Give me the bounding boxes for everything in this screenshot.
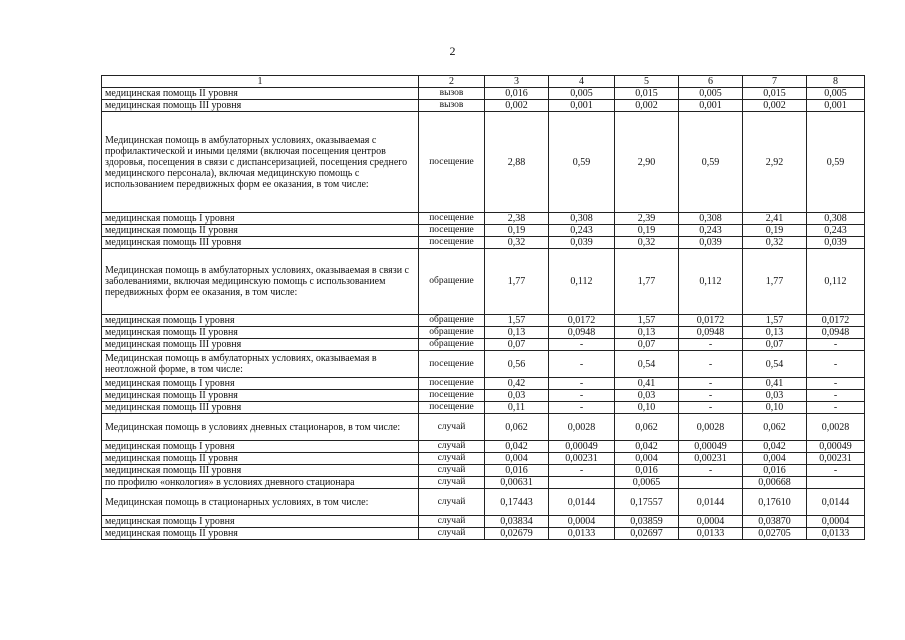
table-row xyxy=(102,390,865,402)
row-value: 1,57 xyxy=(743,315,807,327)
table-row xyxy=(102,414,865,441)
row-value: 0,112 xyxy=(549,249,615,315)
table-row xyxy=(102,88,865,100)
row-value: 0,00631 xyxy=(485,477,549,489)
row-value: 0,308 xyxy=(679,213,743,225)
row-value: 0,0133 xyxy=(679,528,743,540)
row-value: 0,0028 xyxy=(549,414,615,441)
row-value: 0,0028 xyxy=(807,414,865,441)
column-header: 2 xyxy=(419,76,485,88)
row-value: - xyxy=(679,402,743,414)
row-value: 0,17443 xyxy=(485,489,549,516)
row-label: медицинская помощь I уровня xyxy=(102,516,419,528)
row-value: 0,243 xyxy=(549,225,615,237)
row-value: 0,001 xyxy=(807,100,865,112)
row-unit: посещение xyxy=(419,213,485,225)
row-unit: случай xyxy=(419,414,485,441)
row-value: 0,0172 xyxy=(679,315,743,327)
row-value: 0,005 xyxy=(807,88,865,100)
row-value: 0,07 xyxy=(485,339,549,351)
row-unit: посещение xyxy=(419,378,485,390)
row-value: 0,112 xyxy=(679,249,743,315)
table-row xyxy=(102,327,865,339)
table-row xyxy=(102,112,865,213)
row-value: 0,0172 xyxy=(549,315,615,327)
row-value xyxy=(549,477,615,489)
row-value: 0,0133 xyxy=(807,528,865,540)
row-value: 0,13 xyxy=(485,327,549,339)
table-row xyxy=(102,378,865,390)
row-value: - xyxy=(679,378,743,390)
row-unit: случай xyxy=(419,477,485,489)
row-value: 0,02679 xyxy=(485,528,549,540)
row-value: 0,0004 xyxy=(679,516,743,528)
row-value: 0,13 xyxy=(615,327,679,339)
column-header: 5 xyxy=(615,76,679,88)
row-value: 0,001 xyxy=(549,100,615,112)
row-value: 0,00231 xyxy=(679,453,743,465)
row-value: 0,41 xyxy=(615,378,679,390)
row-value: 0,0172 xyxy=(807,315,865,327)
row-value: 0,062 xyxy=(743,414,807,441)
row-value: - xyxy=(549,378,615,390)
row-unit: обращение xyxy=(419,249,485,315)
row-value: 2,90 xyxy=(615,112,679,213)
row-value: 0,004 xyxy=(615,453,679,465)
row-value: 2,41 xyxy=(743,213,807,225)
row-value: - xyxy=(549,390,615,402)
row-value: 0,002 xyxy=(615,100,679,112)
row-value: 0,02697 xyxy=(615,528,679,540)
row-label: медицинская помощь II уровня xyxy=(102,390,419,402)
row-value: 1,77 xyxy=(743,249,807,315)
row-value: 0,0144 xyxy=(807,489,865,516)
row-label: медицинская помощь III уровня xyxy=(102,402,419,414)
row-label: медицинская помощь II уровня xyxy=(102,225,419,237)
row-unit: случай xyxy=(419,441,485,453)
row-value: 0,17557 xyxy=(615,489,679,516)
row-value: 0,001 xyxy=(679,100,743,112)
table-row xyxy=(102,489,865,516)
row-value: 0,0948 xyxy=(549,327,615,339)
row-value: 0,062 xyxy=(485,414,549,441)
row-value: 0,19 xyxy=(743,225,807,237)
row-label: медицинская помощь I уровня xyxy=(102,213,419,225)
row-value: 2,88 xyxy=(485,112,549,213)
row-value: 0,042 xyxy=(615,441,679,453)
row-value xyxy=(807,477,865,489)
row-value: - xyxy=(549,339,615,351)
row-value: 0,308 xyxy=(807,213,865,225)
row-value: - xyxy=(807,339,865,351)
row-label: Медицинская помощь в амбулаторных условиях, оказываемая в связи с заболеваниями, включая медицинскую помощь с использованием передвижных форм ее оказания, в том числе: xyxy=(102,249,419,315)
row-value: 0,0004 xyxy=(549,516,615,528)
table-row xyxy=(102,441,865,453)
row-value: 0,32 xyxy=(485,237,549,249)
row-value: 0,11 xyxy=(485,402,549,414)
row-value: 0,10 xyxy=(615,402,679,414)
volume-norms-table xyxy=(101,75,865,540)
row-unit: обращение xyxy=(419,339,485,351)
row-value: - xyxy=(807,378,865,390)
row-value: 0,016 xyxy=(743,465,807,477)
row-value: 0,062 xyxy=(615,414,679,441)
table-row xyxy=(102,339,865,351)
table-row xyxy=(102,315,865,327)
row-value: 0,00231 xyxy=(549,453,615,465)
row-label: медицинская помощь II уровня xyxy=(102,327,419,339)
row-value: 0,56 xyxy=(485,351,549,378)
row-label: медицинская помощь I уровня xyxy=(102,378,419,390)
row-label: Медицинская помощь в амбулаторных условиях, оказываемая с профилактической и иными целями (включая посещения центров здоровья, посещения в связи с диспансеризацией, посещения среднего медицинского персонала), включая медицинскую помощь с использованием передвижных форм ее оказания, в том числе: xyxy=(102,112,419,213)
row-value: - xyxy=(549,465,615,477)
row-value: 0,00668 xyxy=(743,477,807,489)
row-value: 0,00049 xyxy=(679,441,743,453)
row-unit: случай xyxy=(419,489,485,516)
row-value: 2,92 xyxy=(743,112,807,213)
row-value: 0,042 xyxy=(743,441,807,453)
row-value: 0,039 xyxy=(679,237,743,249)
column-header: 3 xyxy=(485,76,549,88)
row-value: - xyxy=(679,465,743,477)
row-value: 0,002 xyxy=(485,100,549,112)
row-label: Медицинская помощь в амбулаторных условиях, оказываемая в неотложной форме, в том числе: xyxy=(102,351,419,378)
row-unit: случай xyxy=(419,528,485,540)
row-unit: случай xyxy=(419,516,485,528)
row-value: 0,112 xyxy=(807,249,865,315)
row-label: медицинская помощь III уровня xyxy=(102,465,419,477)
row-value: - xyxy=(807,465,865,477)
row-unit: посещение xyxy=(419,390,485,402)
row-value: 0,243 xyxy=(679,225,743,237)
row-value: 0,59 xyxy=(807,112,865,213)
row-value: 0,32 xyxy=(615,237,679,249)
table-header-row xyxy=(102,76,865,88)
row-value: 0,03 xyxy=(743,390,807,402)
row-value: 1,77 xyxy=(485,249,549,315)
row-label: медицинская помощь III уровня xyxy=(102,237,419,249)
row-value: - xyxy=(807,402,865,414)
row-value: - xyxy=(679,390,743,402)
row-value: 2,38 xyxy=(485,213,549,225)
row-value: 0,19 xyxy=(615,225,679,237)
row-value: 0,19 xyxy=(485,225,549,237)
table-row xyxy=(102,402,865,414)
row-value: 0,07 xyxy=(615,339,679,351)
column-header: 7 xyxy=(743,76,807,88)
row-label: Медицинская помощь в условиях дневных стационаров, в том числе: xyxy=(102,414,419,441)
row-unit: вызов xyxy=(419,88,485,100)
row-value: 1,57 xyxy=(615,315,679,327)
row-value: 0,0028 xyxy=(679,414,743,441)
table-row xyxy=(102,351,865,378)
row-value: 0,13 xyxy=(743,327,807,339)
row-label: по профилю «онкология» в условиях дневного стационара xyxy=(102,477,419,489)
row-value: 0,07 xyxy=(743,339,807,351)
row-unit: посещение xyxy=(419,237,485,249)
row-value: 0,0133 xyxy=(549,528,615,540)
table-row xyxy=(102,225,865,237)
row-unit: посещение xyxy=(419,225,485,237)
row-value: - xyxy=(549,402,615,414)
table-row xyxy=(102,249,865,315)
row-value: 0,32 xyxy=(743,237,807,249)
row-value: 0,03 xyxy=(615,390,679,402)
column-header: 6 xyxy=(679,76,743,88)
row-label: медицинская помощь III уровня xyxy=(102,100,419,112)
row-value: 0,59 xyxy=(549,112,615,213)
table-row xyxy=(102,477,865,489)
table-row xyxy=(102,213,865,225)
row-value: 0,0948 xyxy=(807,327,865,339)
row-unit: обращение xyxy=(419,315,485,327)
row-value: - xyxy=(679,339,743,351)
row-value: 0,005 xyxy=(679,88,743,100)
row-value: 0,03834 xyxy=(485,516,549,528)
table-row xyxy=(102,528,865,540)
row-value: 0,10 xyxy=(743,402,807,414)
row-value: 0,0948 xyxy=(679,327,743,339)
row-label: медицинская помощь III уровня xyxy=(102,339,419,351)
row-value: 0,00049 xyxy=(549,441,615,453)
table-row xyxy=(102,465,865,477)
row-label: медицинская помощь I уровня xyxy=(102,315,419,327)
row-value: 0,54 xyxy=(743,351,807,378)
row-label: медицинская помощь II уровня xyxy=(102,453,419,465)
row-value: 0,004 xyxy=(485,453,549,465)
row-value: 0,00049 xyxy=(807,441,865,453)
row-value: 0,42 xyxy=(485,378,549,390)
row-unit: посещение xyxy=(419,351,485,378)
row-value: 0,016 xyxy=(615,465,679,477)
row-value: 0,005 xyxy=(549,88,615,100)
row-value: 1,57 xyxy=(485,315,549,327)
column-header: 4 xyxy=(549,76,615,88)
page-number: 2 xyxy=(449,44,456,58)
row-value: 0,54 xyxy=(615,351,679,378)
row-value: 0,03870 xyxy=(743,516,807,528)
row-value: 0,0065 xyxy=(615,477,679,489)
table-row xyxy=(102,516,865,528)
row-value: 0,015 xyxy=(743,88,807,100)
row-unit: случай xyxy=(419,453,485,465)
row-value: 0,015 xyxy=(615,88,679,100)
row-value: 0,0144 xyxy=(679,489,743,516)
row-label: медицинская помощь II уровня xyxy=(102,528,419,540)
column-header: 1 xyxy=(102,76,419,88)
row-value: 2,39 xyxy=(615,213,679,225)
row-value: 0,308 xyxy=(549,213,615,225)
row-value xyxy=(679,477,743,489)
row-value: 0,00231 xyxy=(807,453,865,465)
row-value: 0,0144 xyxy=(549,489,615,516)
row-value: 0,016 xyxy=(485,88,549,100)
row-value: 1,77 xyxy=(615,249,679,315)
row-label: Медицинская помощь в стационарных условиях, в том числе: xyxy=(102,489,419,516)
row-value: 0,0004 xyxy=(807,516,865,528)
row-value: 0,03 xyxy=(485,390,549,402)
row-value: - xyxy=(807,351,865,378)
table-row xyxy=(102,237,865,249)
row-value: 0,41 xyxy=(743,378,807,390)
row-value: 0,039 xyxy=(807,237,865,249)
row-unit: вызов xyxy=(419,100,485,112)
row-unit: посещение xyxy=(419,402,485,414)
table-row xyxy=(102,453,865,465)
row-value: - xyxy=(807,390,865,402)
row-value: 0,243 xyxy=(807,225,865,237)
row-value: 0,016 xyxy=(485,465,549,477)
row-value: 0,59 xyxy=(679,112,743,213)
row-value: - xyxy=(549,351,615,378)
row-value: 0,042 xyxy=(485,441,549,453)
row-value: - xyxy=(679,351,743,378)
column-header: 8 xyxy=(807,76,865,88)
row-unit: посещение xyxy=(419,112,485,213)
table-row xyxy=(102,100,865,112)
row-label: медицинская помощь I уровня xyxy=(102,441,419,453)
row-value: 0,002 xyxy=(743,100,807,112)
row-value: 0,004 xyxy=(743,453,807,465)
row-unit: обращение xyxy=(419,327,485,339)
row-value: 0,03859 xyxy=(615,516,679,528)
row-unit: случай xyxy=(419,465,485,477)
row-value: 0,039 xyxy=(549,237,615,249)
row-label: медицинская помощь II уровня xyxy=(102,88,419,100)
row-value: 0,02705 xyxy=(743,528,807,540)
row-value: 0,17610 xyxy=(743,489,807,516)
